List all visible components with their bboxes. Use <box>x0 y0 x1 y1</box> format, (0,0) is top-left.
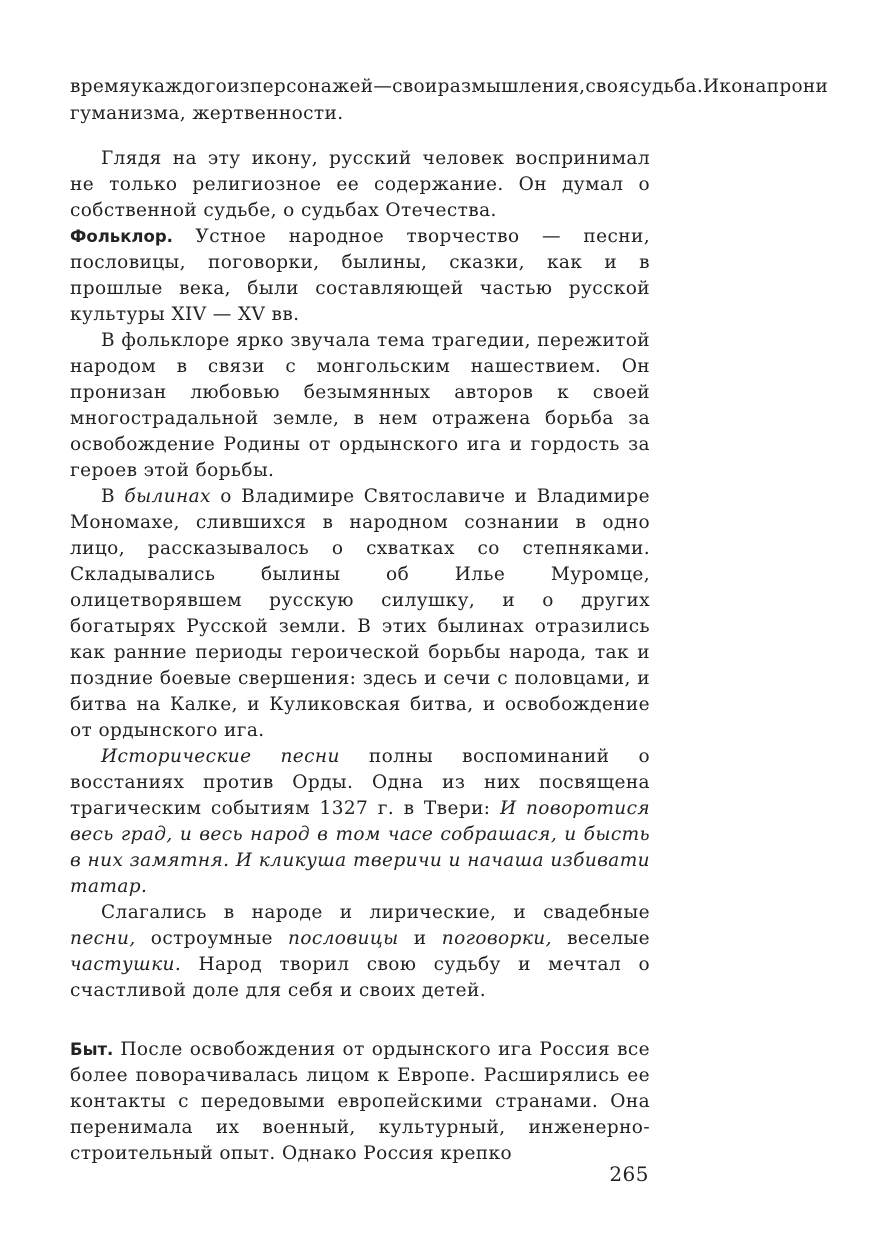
italic-term: былинах <box>124 486 211 507</box>
italic-term: частушки. <box>70 954 182 975</box>
page-number: 265 <box>609 1162 649 1186</box>
paragraph: Глядя на эту икону, русский человек воспринимал не только религиозное ее содержание. Он думал о собственной судьбе, о судьбах Отечества. <box>70 148 650 221</box>
paragraph-text: После освобождения от ордынского ига Россия все более поворачивалась лицом к Европе. Расширялись ее контакты с передовыми европейскими странами. Она перенимала их военный, культурный, инженерно-строительный опыт. Однако Россия крепко <box>70 1039 650 1164</box>
byt-heading: Быт. <box>70 1040 114 1059</box>
paragraph: В фольклоре ярко звучала тема трагедии, пережитой народом в связи с монгольским нашествием. Он пронизан любовью безымянных авторов к своей многострадальной земле, в нем отражена борьба за освобождение Родины от ордынского ига и гордость за героев этой борьбы. <box>70 330 650 481</box>
text: и <box>398 928 442 949</box>
paragraph <box>70 900 650 1004</box>
text: Слагались в народе и лирические, и свадебные <box>101 902 650 923</box>
italic-quote: И поворотися весь град, и весь народ в том часе собрашася, и бысть в них замятня. И кликуша тверичи и начаша избивати татар. <box>70 798 650 897</box>
paragraph <box>70 744 650 900</box>
byt-paragraph <box>70 1037 650 1167</box>
text: В <box>101 486 125 507</box>
text: веселые <box>551 928 650 949</box>
text: остроумные <box>135 928 289 949</box>
text: Народ творил свою судьбу и мечтал о счастливой доле для себя и своих детей. <box>70 954 650 1001</box>
paragraph <box>70 484 650 744</box>
italic-term: поговорки, <box>441 928 552 949</box>
italic-term: Исторические песни <box>101 746 340 767</box>
italic-term: песни, <box>70 928 136 949</box>
folklore-paragraph <box>70 224 650 328</box>
folklore-heading: Фольклор. <box>70 227 173 246</box>
cut-off-text-line: времяукаждогоизперсонажей—своиразмышления,своясудьба.Иконапрони <box>70 76 829 97</box>
text: о Владимире Святославиче и Владимире Мономахе, слившихся в народном сознании в одно лицо, рассказывалось о схватках со степняками. Складывались былины об Илье Муромце, олицетворявшем русскую силушку, и о других богатырях Русской земли. В этих былинах отразились как ранние периоды героической борьбы народа, так и поздние боевые свершения: здесь и сечи с половцами, и битва на Калке, и Куликовская битва, и освобождение от ордынского ига. <box>70 486 650 741</box>
text: полны воспоминаний о восстаниях против Орды. Одна из них посвящена трагическим событиям 1327 г. в Твери: <box>70 746 650 819</box>
body-text <box>70 101 650 1167</box>
italic-term: пословицы <box>288 928 399 949</box>
paragraph: гуманизма, жертвенности. <box>70 103 344 124</box>
paragraph-text: Устное народное творчество — песни, пословицы, поговорки, былины, сказки, как и в прошлые века, были составляющей частью русской культуры XIV — XV вв. <box>70 226 650 325</box>
